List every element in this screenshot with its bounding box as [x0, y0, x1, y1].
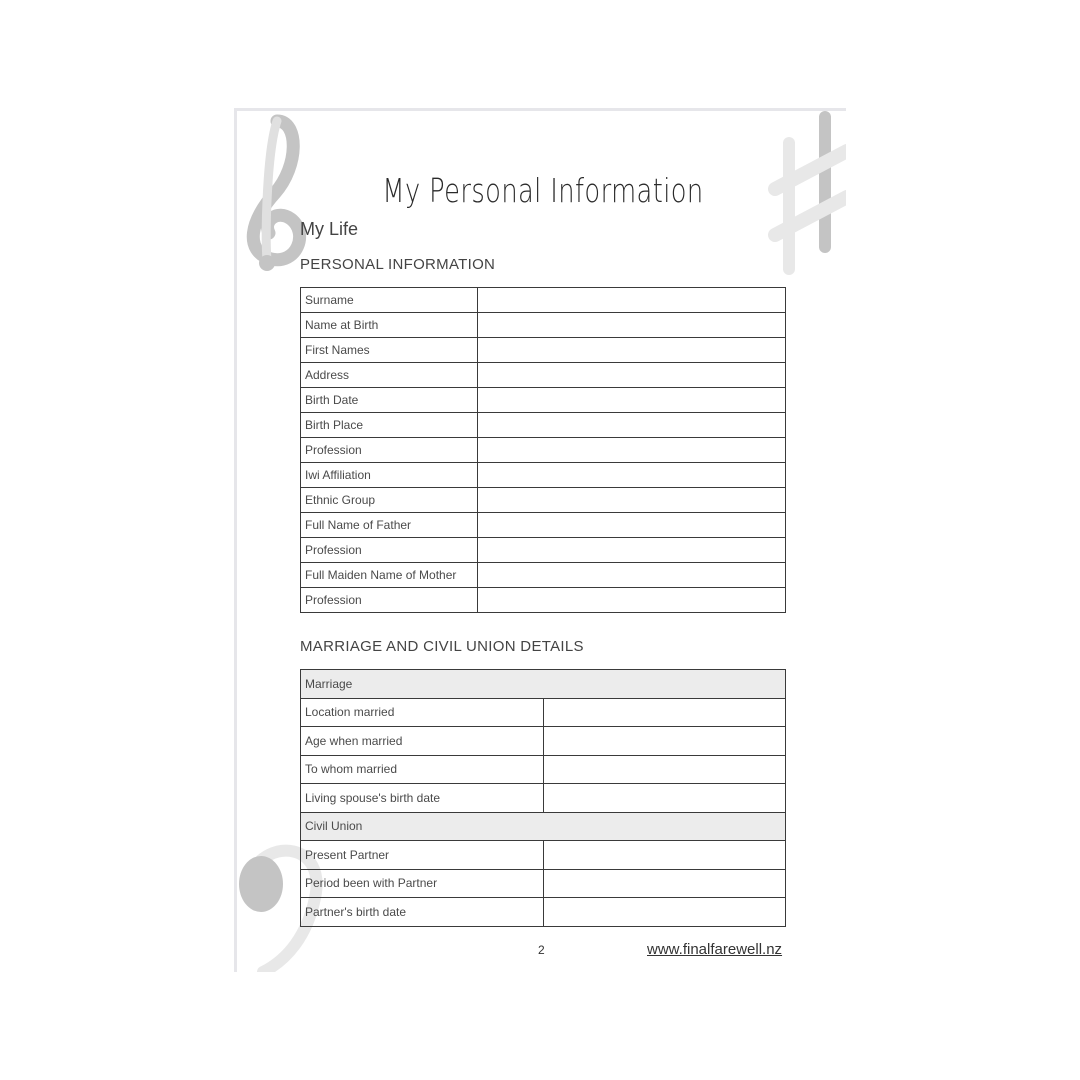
field-value[interactable] [478, 513, 786, 538]
table-row [301, 869, 786, 898]
group-header-row [301, 670, 786, 699]
field-label: Living spouse's birth date [301, 784, 544, 813]
field-value[interactable] [543, 898, 786, 927]
field-value[interactable] [543, 784, 786, 813]
table-row [301, 413, 786, 438]
field-label: Present Partner [301, 841, 544, 870]
field-value[interactable] [478, 438, 786, 463]
field-label: Ethnic Group [301, 488, 478, 513]
field-label: Full Name of Father [301, 513, 478, 538]
marriage-details-heading: MARRIAGE AND CIVIL UNION DETAILS [300, 638, 584, 655]
field-label: Full Maiden Name of Mother [301, 563, 478, 588]
marriage-details-table [300, 669, 786, 927]
field-value[interactable] [478, 338, 786, 363]
field-value[interactable] [478, 488, 786, 513]
table-row [301, 288, 786, 313]
group-header-row [301, 812, 786, 841]
field-label: Name at Birth [301, 313, 478, 338]
field-label: First Names [301, 338, 478, 363]
field-label: Age when married [301, 727, 544, 756]
field-value[interactable] [478, 463, 786, 488]
field-label: Partner's birth date [301, 898, 544, 927]
field-value[interactable] [478, 313, 786, 338]
personal-info-table [300, 287, 786, 613]
field-label: Profession [301, 588, 478, 613]
field-label: Birth Place [301, 413, 478, 438]
field-value[interactable] [478, 588, 786, 613]
table-row [301, 588, 786, 613]
personal-info-heading: PERSONAL INFORMATION [300, 256, 496, 273]
table-row [301, 513, 786, 538]
field-value[interactable] [478, 363, 786, 388]
field-value[interactable] [478, 563, 786, 588]
field-value[interactable] [543, 841, 786, 870]
group-title: Marriage [301, 670, 786, 699]
section-subtitle: My Life [300, 219, 359, 239]
field-label: Period been with Partner [301, 869, 544, 898]
field-label: Profession [301, 538, 478, 563]
field-value[interactable] [543, 727, 786, 756]
table-row [301, 313, 786, 338]
table-row [301, 338, 786, 363]
field-value[interactable] [543, 869, 786, 898]
field-label: To whom married [301, 755, 544, 784]
field-value[interactable] [478, 538, 786, 563]
field-value[interactable] [478, 413, 786, 438]
field-label: Location married [301, 698, 544, 727]
table-row [301, 784, 786, 813]
table-row [301, 563, 786, 588]
table-row [301, 755, 786, 784]
field-value[interactable] [478, 388, 786, 413]
field-label: Address [301, 363, 478, 388]
table-row [301, 538, 786, 563]
website-link[interactable]: www.finalfarewell.nz [647, 941, 783, 958]
table-row [301, 438, 786, 463]
field-label: Surname [301, 288, 478, 313]
table-row [301, 698, 786, 727]
table-row [301, 388, 786, 413]
group-title: Civil Union [301, 812, 786, 841]
field-value[interactable] [478, 288, 786, 313]
document-page [234, 108, 846, 972]
field-label: Birth Date [301, 388, 478, 413]
table-row [301, 363, 786, 388]
field-label: Profession [301, 438, 478, 463]
table-row [301, 463, 786, 488]
field-value[interactable] [543, 755, 786, 784]
table-row [301, 488, 786, 513]
page-number: 2 [538, 943, 545, 957]
table-row [301, 727, 786, 756]
field-value[interactable] [543, 698, 786, 727]
page-title: My Personal Information [382, 171, 704, 210]
table-row [301, 841, 786, 870]
field-label: Iwi Affiliation [301, 463, 478, 488]
table-row [301, 898, 786, 927]
